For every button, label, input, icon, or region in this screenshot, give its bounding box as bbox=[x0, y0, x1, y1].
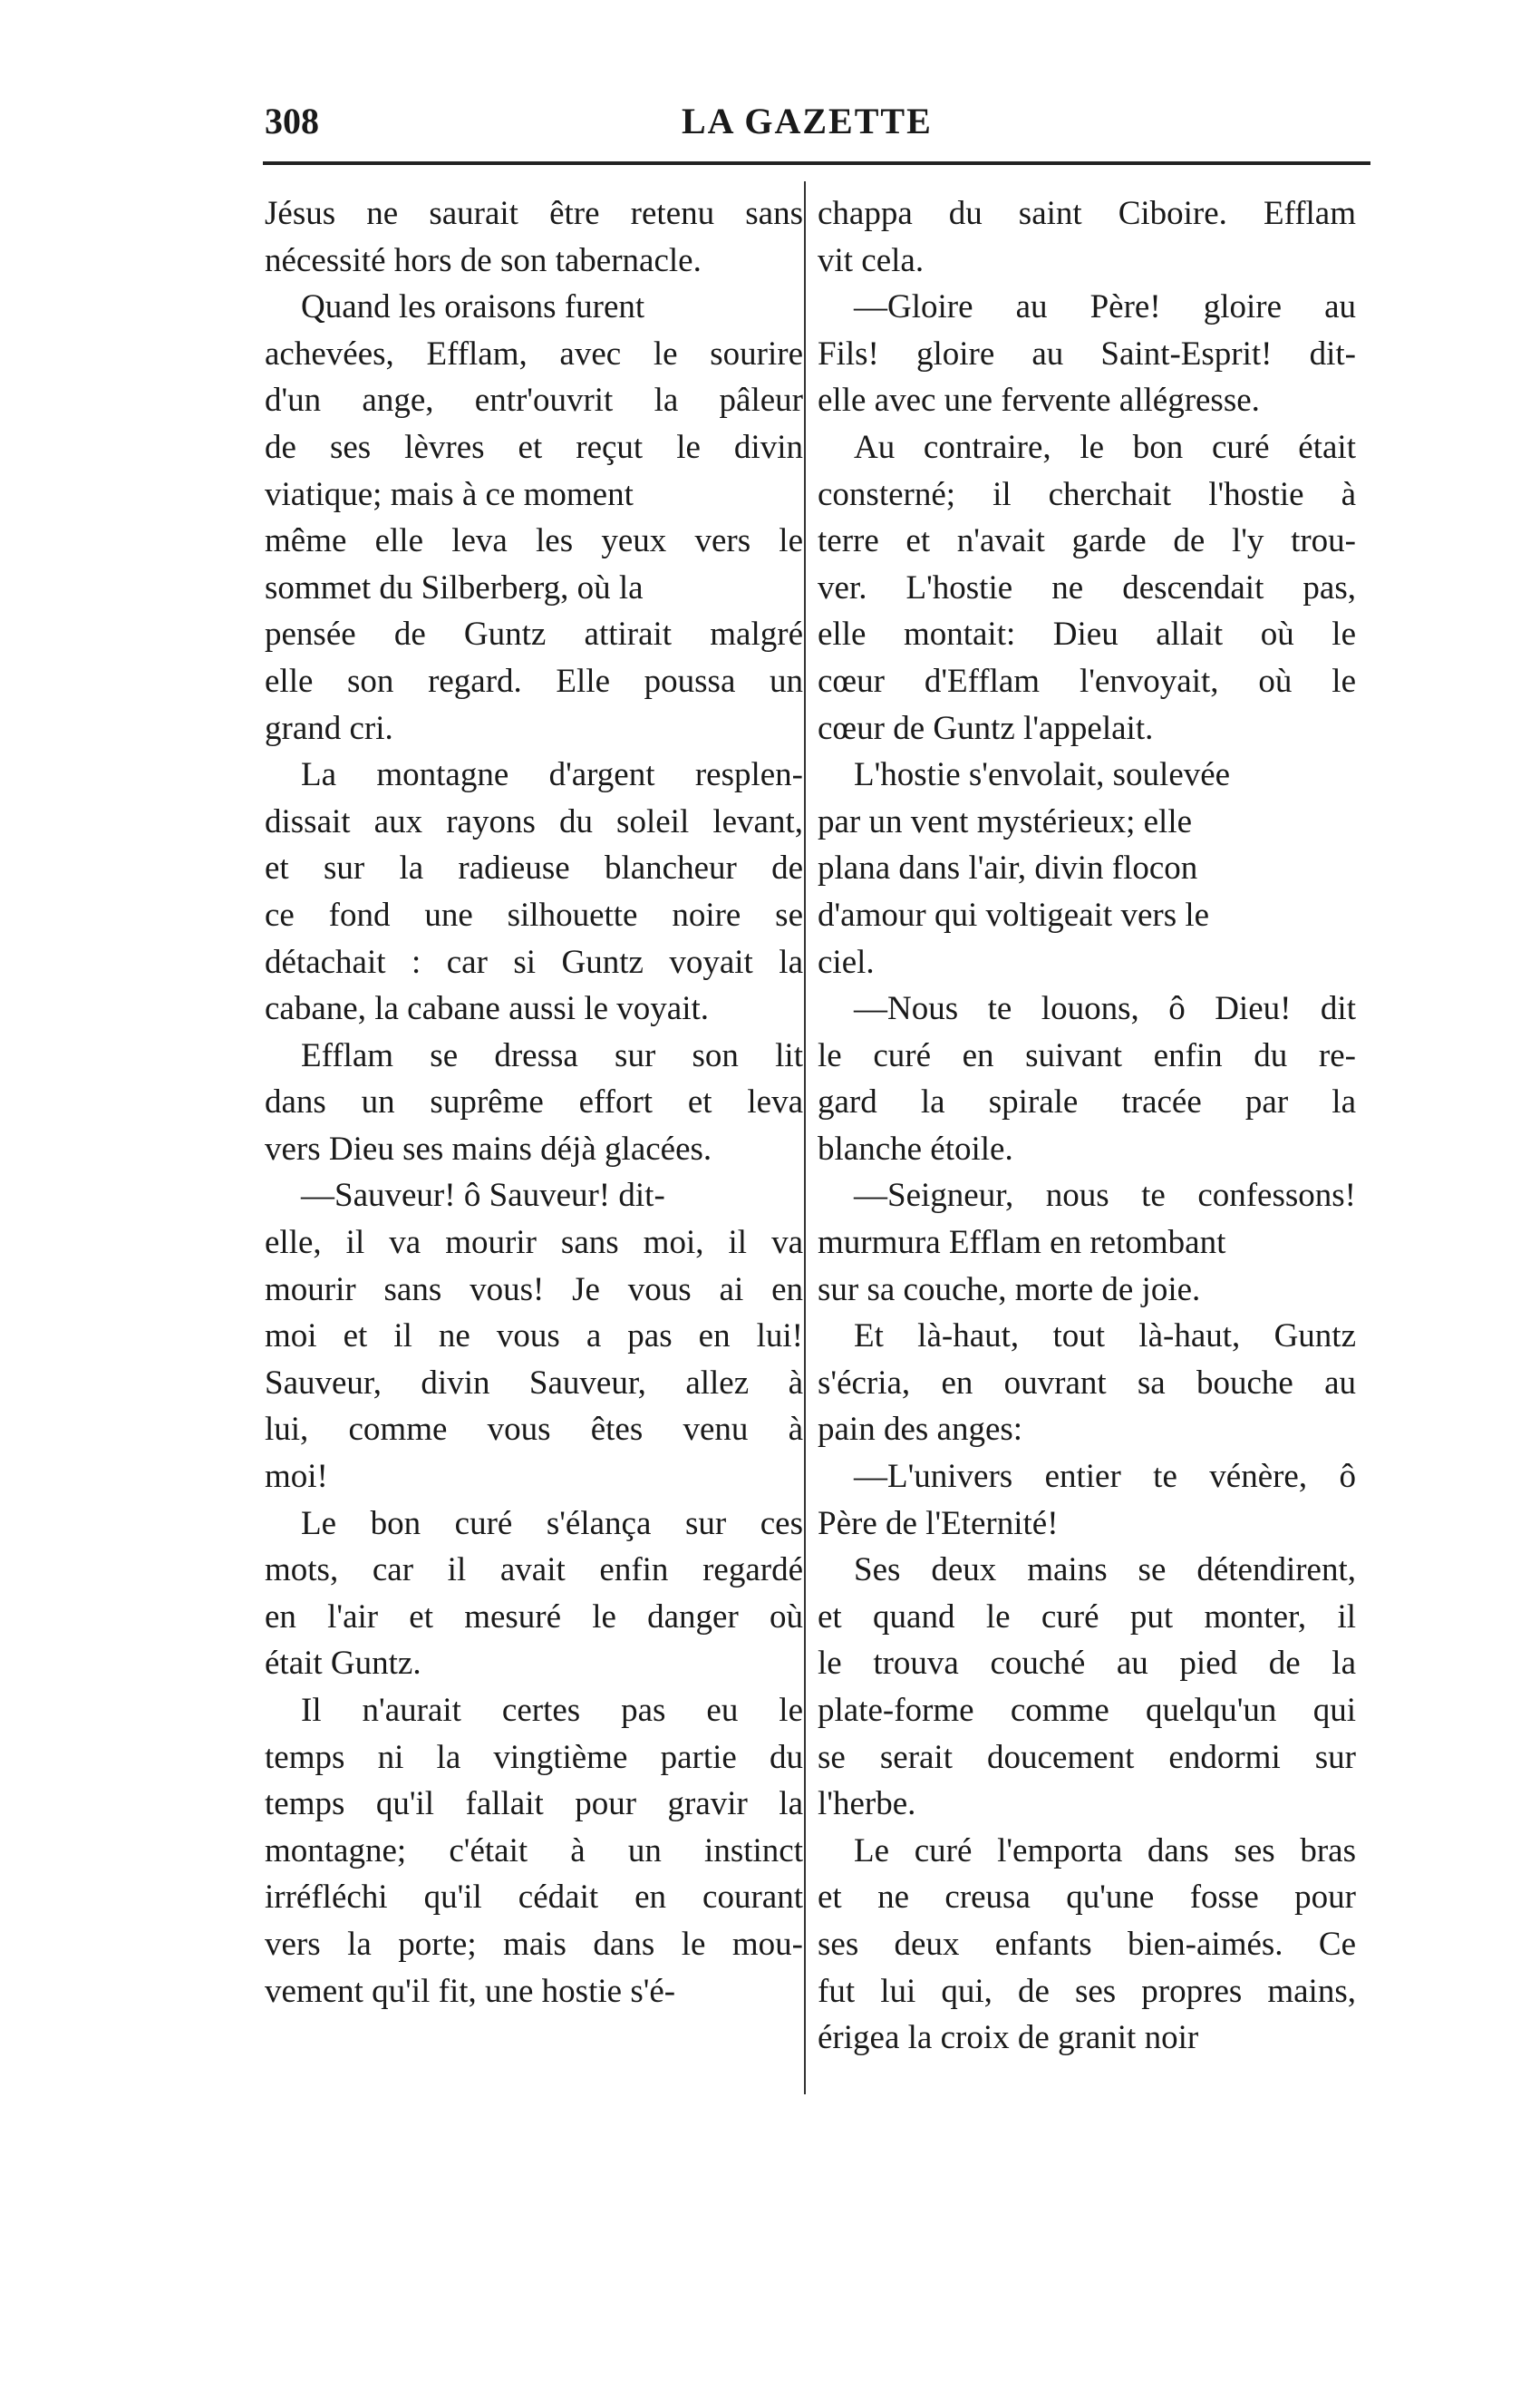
paragraph bbox=[818, 752, 1356, 986]
text-line: ses deux enfants bien-aimés. Ce bbox=[818, 1925, 1356, 1963]
paragraph bbox=[265, 284, 803, 752]
text-line: viatique; mais à ce moment bbox=[265, 475, 634, 513]
text-line: ce fond une silhouette noire se bbox=[265, 896, 803, 934]
paragraph bbox=[818, 424, 1356, 752]
text-line: —Seigneur, nous te confessons! bbox=[854, 1177, 1356, 1215]
text-line: cœur de Guntz l'appelait. bbox=[818, 709, 1154, 747]
text-line: Efflam se dressa sur son lit bbox=[301, 1036, 803, 1074]
paragraph bbox=[818, 190, 1356, 284]
text-line: et quand le curé put monter, il bbox=[818, 1597, 1356, 1636]
text-line: L'hostie s'envolait, soulevée bbox=[854, 756, 1231, 794]
page-number: 308 bbox=[265, 101, 319, 141]
text-line: murmura Efflam en retombant bbox=[818, 1224, 1226, 1262]
text-line: Le curé l'emporta dans ses bras bbox=[854, 1831, 1356, 1869]
text-line: chappa du saint Ciboire. Efflam bbox=[818, 195, 1356, 232]
column-divider bbox=[804, 181, 806, 2094]
text-line: cœur d'Efflam l'envoyait, où le bbox=[818, 662, 1356, 700]
text-line: vement qu'il fit, une hostie s'é- bbox=[265, 1972, 676, 2010]
paragraph bbox=[818, 1828, 1356, 2062]
text-line: achevées, Efflam, avec le sourire bbox=[265, 335, 803, 373]
text-line: elle, il va mourir sans moi, il va bbox=[265, 1224, 803, 1262]
text-line: en l'air et mesuré le danger où bbox=[265, 1597, 803, 1636]
text-line: grand cri. bbox=[265, 709, 393, 747]
text-line: se serait doucement endormi sur bbox=[818, 1738, 1356, 1776]
text-line: temps ni la vingtième partie du bbox=[265, 1738, 803, 1776]
text-line: La montagne d'argent resplen- bbox=[301, 756, 803, 794]
paragraph bbox=[818, 986, 1356, 1172]
text-line: irréfléchi qu'il cédait en courant bbox=[265, 1879, 803, 1917]
text-line: s'écria, en ouvrant sa bouche au bbox=[818, 1364, 1356, 1402]
text-line: ver. L'hostie ne descendait pas, bbox=[818, 568, 1356, 607]
text-line: Ses deux mains se détendirent, bbox=[854, 1551, 1356, 1589]
text-line: vit cela. bbox=[818, 241, 925, 279]
text-line: —Nous te louons, ô Dieu! dit bbox=[854, 990, 1356, 1028]
text-line: par un vent mystérieux; elle bbox=[818, 802, 1193, 840]
text-line: même elle leva les yeux vers le bbox=[265, 522, 803, 560]
text-line: le curé en suivant enfin du re- bbox=[818, 1036, 1356, 1074]
text-line: cabane, la cabane aussi le voyait. bbox=[265, 990, 710, 1028]
text-line: détachait : car si Guntz voyait la bbox=[265, 943, 803, 981]
paragraph bbox=[265, 1172, 803, 1500]
header-rule bbox=[263, 161, 1370, 165]
text-line: pensée de Guntz attirait malgré bbox=[265, 616, 803, 654]
text-line: érigea la croix de granit noir bbox=[818, 2019, 1199, 2057]
text-line: l'herbe. bbox=[818, 1785, 916, 1823]
text-line: et sur la radieuse blancheur de bbox=[265, 850, 803, 888]
text-line: plate-forme comme quelqu'un qui bbox=[818, 1692, 1356, 1729]
text-line: moi! bbox=[265, 1458, 328, 1496]
paragraph bbox=[818, 1547, 1356, 1828]
text-line: moi et il ne vous a pas en lui! bbox=[265, 1317, 803, 1355]
text-line: d'amour qui voltigeait vers le bbox=[818, 896, 1210, 934]
text-line: d'un ange, entr'ouvrit la pâleur bbox=[265, 382, 803, 420]
page-header bbox=[265, 100, 1370, 154]
text-line: ciel. bbox=[818, 943, 875, 981]
text-line: dissait aux rayons du soleil levant, bbox=[265, 802, 803, 840]
paragraph bbox=[265, 190, 803, 284]
text-line: —L'univers entier te vénère, ô bbox=[854, 1458, 1356, 1496]
text-line: montagne; c'était à un instinct bbox=[265, 1831, 803, 1869]
paragraph bbox=[818, 1313, 1356, 1453]
text-line: de ses lèvres et reçut le divin bbox=[265, 428, 803, 466]
text-line: le trouva couché au pied de la bbox=[818, 1645, 1356, 1683]
text-line: sur sa couche, morte de joie. bbox=[818, 1270, 1201, 1308]
text-line: Quand les oraisons furent bbox=[301, 288, 645, 326]
text-line: Il n'aurait certes pas eu le bbox=[301, 1692, 803, 1729]
text-line: mourir sans vous! Je vous ai en bbox=[265, 1270, 803, 1308]
text-line: gard la spirale tracée par la bbox=[818, 1083, 1356, 1121]
text-line: elle son regard. Elle poussa un bbox=[265, 662, 803, 700]
text-line: Et là-haut, tout là-haut, Guntz bbox=[854, 1317, 1356, 1355]
text-line: nécessité hors de son tabernacle. bbox=[265, 241, 702, 279]
text-line: pain des anges: bbox=[818, 1411, 1023, 1449]
text-line: Jésus ne saurait être retenu sans bbox=[265, 195, 803, 232]
text-line: —Sauveur! ô Sauveur! dit- bbox=[301, 1177, 665, 1215]
text-line: mots, car il avait enfin regardé bbox=[265, 1551, 803, 1589]
text-line: lui, comme vous êtes venu à bbox=[265, 1411, 803, 1449]
right-column bbox=[818, 190, 1356, 2085]
text-line: blanche étoile. bbox=[818, 1130, 1013, 1168]
text-line: —Gloire au Père! gloire au bbox=[854, 288, 1356, 326]
text-line: vers Dieu ses mains déjà glacées. bbox=[265, 1130, 712, 1168]
paragraph bbox=[265, 1500, 803, 1687]
text-line: elle avec une fervente allégresse. bbox=[818, 382, 1260, 420]
text-line: temps qu'il fallait pour gravir la bbox=[265, 1785, 803, 1823]
text-line: dans un suprême effort et leva bbox=[265, 1083, 803, 1121]
text-line: Père de l'Eternité! bbox=[818, 1504, 1059, 1542]
paragraph bbox=[818, 1453, 1356, 1547]
text-line: vers la porte; mais dans le mou- bbox=[265, 1925, 803, 1963]
text-line: Sauveur, divin Sauveur, allez à bbox=[265, 1364, 803, 1402]
paragraph bbox=[818, 1172, 1356, 1313]
text-line: fut lui qui, de ses propres mains, bbox=[818, 1972, 1356, 2010]
text-line: sommet du Silberberg, où la bbox=[265, 568, 644, 607]
paragraph bbox=[265, 752, 803, 1033]
text-line: et ne creusa qu'une fosse pour bbox=[818, 1879, 1356, 1917]
text-line: Le bon curé s'élança sur ces bbox=[301, 1504, 803, 1542]
text-line: elle montait: Dieu allait où le bbox=[818, 616, 1356, 654]
left-column bbox=[265, 190, 803, 2085]
paragraph bbox=[818, 284, 1356, 424]
paragraph bbox=[265, 1033, 803, 1173]
text-line: était Guntz. bbox=[265, 1645, 421, 1683]
text-line: Fils! gloire au Saint-Esprit! dit- bbox=[818, 335, 1356, 373]
running-title: LA GAZETTE bbox=[682, 101, 933, 141]
text-line: Au contraire, le bon curé était bbox=[854, 428, 1356, 466]
text-line: plana dans l'air, divin flocon bbox=[818, 850, 1198, 888]
text-line: consterné; il cherchait l'hostie à bbox=[818, 475, 1356, 513]
text-line: terre et n'avait garde de l'y trou- bbox=[818, 522, 1356, 560]
paragraph bbox=[265, 1687, 803, 2015]
